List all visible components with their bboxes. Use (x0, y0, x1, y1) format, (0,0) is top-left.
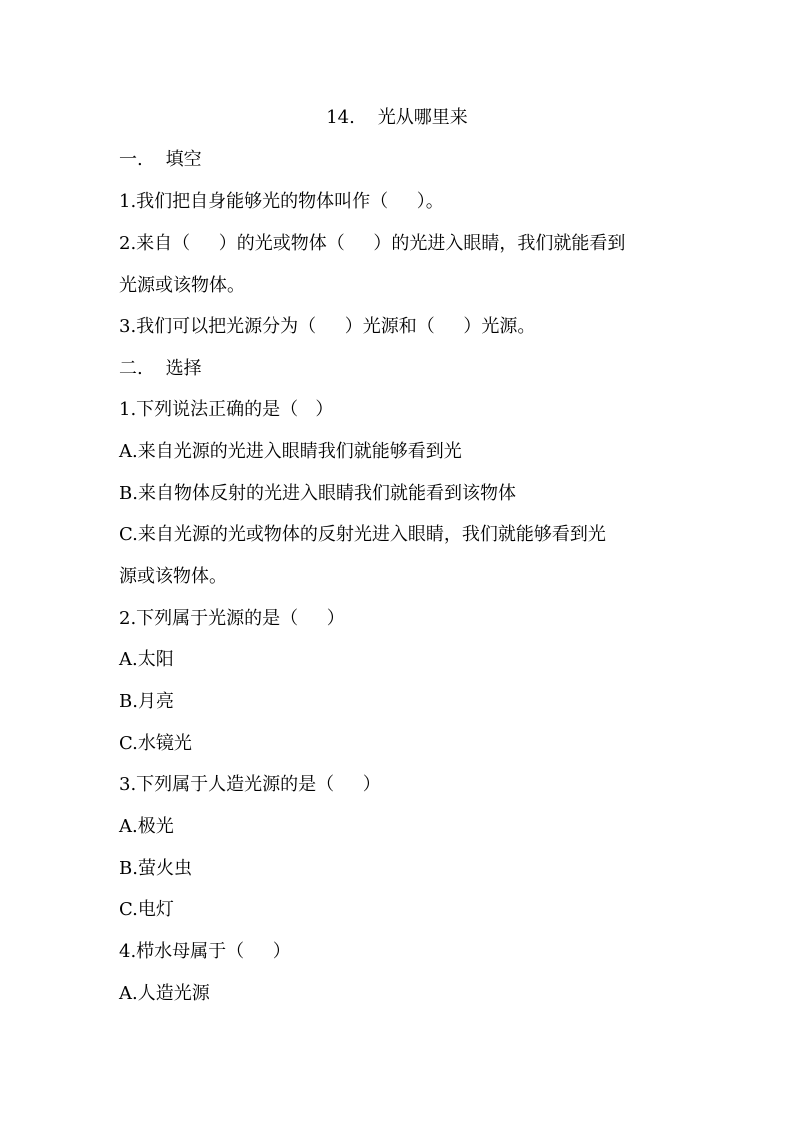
choice-question-1-option-c-line-2: 源或该物体。 (119, 566, 227, 587)
choice-question-3-option-b: B.萤火虫 (119, 858, 192, 879)
choice-question-2-stem: 2.下列属于光源的是（ ） (119, 608, 345, 629)
choice-question-3-stem: 3.下列属于人造光源的是（ ） (119, 774, 381, 795)
choice-question-2-option-c: C.水镜光 (119, 733, 192, 754)
fill-question-3: 3.我们可以把光源分为（ ）光源和（ ）光源。 (119, 316, 536, 337)
choice-question-1-option-c-line-1: C.来自光源的光或物体的反射光进入眼睛，我们就能够看到光 (119, 524, 606, 545)
fill-question-2-line-2: 光源或该物体。 (119, 275, 245, 296)
choice-question-1-stem: 1.下列说法正确的是（ ） (119, 399, 334, 420)
choice-question-1-option-a: A.来自光源的光进入眼睛我们就能够看到光 (119, 441, 462, 462)
choice-question-3-option-c: C.电灯 (119, 899, 174, 920)
page-title: 14. 光从哪里来 (326, 107, 468, 128)
fill-question-1: 1.我们把自身能够光的物体叫作（ ）。 (119, 191, 444, 212)
choice-question-2-option-b: B.月亮 (119, 691, 174, 712)
choice-question-4-option-a: A.人造光源 (119, 983, 210, 1004)
fill-question-2-line-1: 2.来自（ ）的光或物体（ ）的光进入眼睛，我们就能看到 (119, 233, 626, 254)
choice-question-4-stem: 4.栉水母属于（ ） (119, 941, 291, 962)
choice-question-2-option-a: A.太阳 (119, 649, 174, 670)
section-heading-choice: 二. 选择 (119, 358, 202, 379)
choice-question-1-option-b: B.来自物体反射的光进入眼睛我们就能看到该物体 (119, 483, 516, 504)
choice-question-3-option-a: A.极光 (119, 816, 174, 837)
section-heading-fill-in: 一. 填空 (119, 149, 202, 170)
